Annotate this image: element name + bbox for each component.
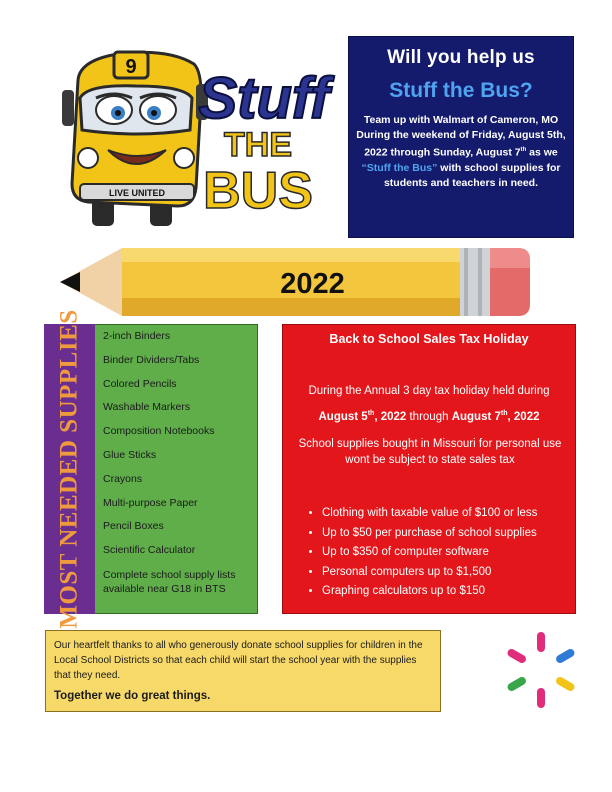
thanks-box [45,630,441,712]
list-item: Pencil Boxes [103,520,164,533]
list-item: Colored Pencils [103,377,177,390]
tax-holiday-title: Back to School Sales Tax Holiday [329,332,529,346]
list-item: Composition Notebooks [103,425,215,438]
header-highlight: “Stuff the Bus” [361,161,438,174]
thanks-signoff: Together we do great things. [54,690,211,702]
tax-holiday-dates: August 5th, 2022 through August 7th, 2022 [318,410,540,423]
list-item: • Graphing calculators up to $150 [322,585,572,605]
header-body: Team up with Walmart of Cameron, MO During the weekend of Friday, August 5th, 2022 through Sunday, August 7th as we “Stuff the Bus” with school supplies for students and teachers in need. [356,114,566,189]
thanks-text: Our heartfelt thanks to all who generously donate school supplies for children in the Local School Districts so that each child will start the school year with the supplies that they need. [54,640,423,681]
tax-holiday-note: School supplies bought in Missouri for personal use wont be subject to state sales tax [298,438,562,466]
header-title: Stuff the Bus? [389,79,533,102]
list-item: • Clothing with taxable value of $100 or less [322,507,572,527]
stuff-the-bus-logo [58,38,340,230]
list-item: Crayons [103,472,143,485]
list-item: Multi-purpose Paper [103,496,198,509]
list-item: 2-inch Binders [103,330,171,342]
list-item: • Up to $50 per purchase of school supplies [322,527,572,547]
event-header-box [348,36,574,238]
walmart-spark-icon [495,630,587,710]
list-item: • Personal computers up to $1,500 [322,566,572,586]
logo-wordmark [198,66,335,220]
supplies-list [103,330,253,595]
list-item: Complete school supply lists available near G18 in BTS [103,568,236,595]
school-bus-icon [62,52,208,226]
svg-text:9: 9 [125,56,137,78]
svg-text:Stuff: Stuff [198,66,330,131]
list-item: • Up to $350 of computer software [322,546,572,566]
supplies-heading: MOST NEEDED SUPPLIES [55,309,83,629]
list-item: Scientific Calculator [103,544,196,557]
svg-text:LIVE UNITED: LIVE UNITED [108,188,166,198]
tax-holiday-items [300,507,572,605]
tax-holiday-intro: During the Annual 3 day tax holiday held during [308,385,550,397]
list-item: Washable Markers [103,401,191,414]
pencil-year: 2022 [280,268,345,300]
list-item: Binder Dividers/Tabs [103,353,200,366]
svg-text:BUS: BUS [203,162,313,220]
header-question: Will you help us [387,47,535,68]
list-item: Glue Sticks [103,448,157,461]
svg-text:THE: THE [224,126,292,164]
